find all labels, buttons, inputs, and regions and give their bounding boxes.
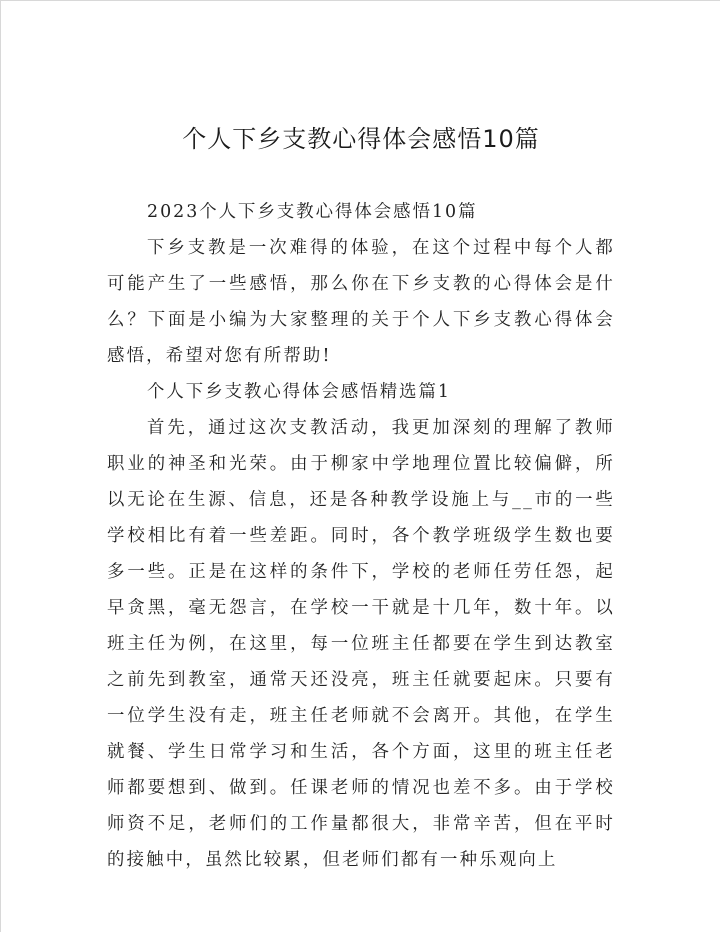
document-subtitle: 2023个人下乡支教心得体会感悟10篇 [147, 202, 478, 222]
intro-paragraph: 下乡支教是一次难得的体验，在这个过程中每个人都可能产生了一些感悟，那么你在下乡支教的心得体会是什么？下面是小编为大家整理的关于个人下乡支教心得体会感悟，希望对您有所帮助! [107, 238, 615, 366]
document-body [107, 194, 615, 878]
section-heading: 个人下乡支教心得体会感悟精选篇1 [147, 382, 451, 402]
section-body-paragraph: 首先，通过这次支教活动，我更加深刻的理解了教师职业的神圣和光荣。由于柳家中学地理位置比较偏僻，所以无论在生源、信息，还是各种教学设施上与__市的一些学校相比有着一些差距。同时，各个教学班级学生数也要多一些。正是在这样的条件下，学校的老师任劳任怨，起早贪黑，毫无怨言，在学校一干就是十几年，数十年。以班主任为例，在这里，每一位班主任都要在学生到达教室之前先到教室，通常天还没亮，班主任就要起床。只要有一位学生没有走，班主任老师就不会离开。其他，在学生就餐、学生日常学习和生活，各个方面，这里的班主任老师都要想到、做到。任课老师的情况也差不多。由于学校师资不足，老师们的工作量都很大，非常辛苦，但在平时的接触中，虽然比较累，但老师们都有一种乐观向上 [107, 418, 615, 870]
document-title: 个人下乡支教心得体会感悟10篇 [182, 125, 540, 153]
